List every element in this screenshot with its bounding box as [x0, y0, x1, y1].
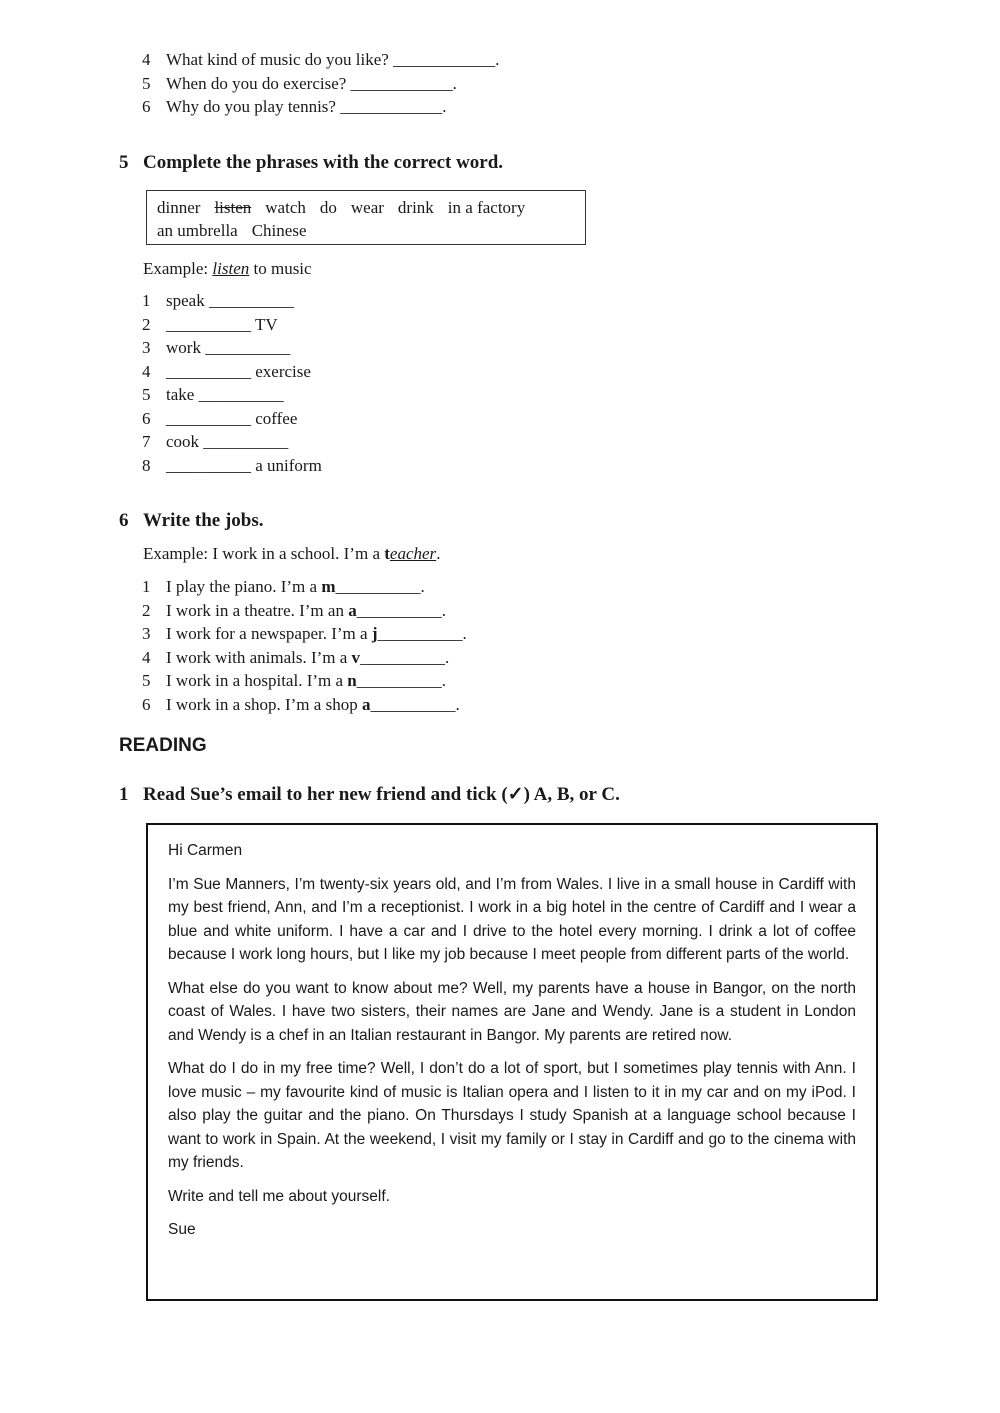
first-letter: j — [371, 624, 378, 643]
item-number: 5 — [142, 671, 151, 690]
item-text: I work for a newspaper. I’m a — [166, 624, 372, 643]
first-letter: v — [351, 647, 361, 667]
answer-blank: __________. — [360, 647, 450, 667]
item-text: I work in a hospital. I’m a — [166, 671, 348, 690]
email-paragraph: Write and tell me about yourself. — [168, 1187, 390, 1205]
example-suffix: to music — [253, 259, 312, 278]
first-letter: a — [361, 694, 371, 714]
list-item — [142, 360, 322, 384]
word: Chinese — [251, 221, 307, 240]
item-number: 5 — [142, 73, 151, 93]
list-item — [142, 575, 467, 599]
word: an umbrella — [157, 221, 238, 240]
section-number: 5 — [119, 152, 129, 173]
item-text: take __________ — [166, 385, 284, 404]
example-answer: listen — [212, 259, 250, 278]
example-end: . — [436, 544, 441, 563]
first-letter: a — [348, 600, 357, 620]
word: dinner — [157, 198, 201, 217]
item-number: 4 — [142, 361, 151, 381]
section6-example — [143, 544, 440, 564]
item-number: 1 — [142, 291, 151, 310]
item-text: cook __________ — [166, 432, 289, 451]
item-text: __________ a uniform — [166, 455, 322, 475]
item-number: 6 — [142, 97, 151, 116]
email-paragraph: What else do you want to know about me? Well, my parents have a house in Bangor, on the north coast of Wales. I have two sisters, their names are Jane and Wendy. Jane is a student in London and Wendy is a chef in an Italian restaurant in Bangor. My parents are retired now. — [168, 979, 856, 1044]
item-number: 1 — [142, 577, 151, 596]
section-instruction: Complete the phrases with the correct word. — [143, 152, 504, 173]
item-text: I work with animals. I’m a — [166, 647, 352, 667]
section-number: 6 — [119, 510, 129, 531]
section5-heading — [119, 152, 503, 174]
item-number: 6 — [142, 408, 151, 428]
list-item — [142, 622, 467, 646]
item-number: 2 — [142, 314, 151, 334]
example-text: Example: I work in a school. I’m a — [143, 544, 385, 563]
question-number: 1 — [119, 784, 129, 805]
word-box — [146, 190, 586, 245]
list-item — [142, 383, 322, 407]
list-item — [142, 454, 322, 478]
item-text: I play the piano. I’m a — [166, 577, 322, 596]
example-label: Example: — [143, 259, 209, 278]
section6-list — [142, 575, 467, 716]
email-greeting: Hi Carmen — [168, 842, 243, 859]
item-number: 3 — [142, 624, 151, 643]
list-item — [142, 693, 467, 717]
word: drink — [397, 198, 434, 217]
section5-example — [143, 259, 312, 279]
section-instruction: Write the jobs. — [143, 510, 264, 531]
item-text: __________ exercise — [166, 361, 311, 381]
item-number: 5 — [142, 385, 151, 404]
item-number: 7 — [142, 432, 151, 451]
email-paragraph: I’m Sue Manners, I’m twenty-six years old, and I’m from Wales. I live in a small house in Cardiff with my best friend, Ann, and I’m a receptionist. I work in a big hotel in the centre of Cardiff and I wear a blue and white uniform. I have a car and I drive to the hotel every morning. I drink a lot of coffee because I work long hours, but I like my job because I meet people from different parts of the world. — [168, 875, 856, 963]
email-signoff: Sue — [168, 1221, 196, 1238]
item-text: When do you do exercise? ____________. — [166, 73, 457, 93]
list-item — [142, 48, 499, 72]
list-item — [142, 646, 467, 670]
question-instruction: Read Sue’s email to her new friend and tick (✓) A, B, or C. — [143, 784, 620, 805]
struck-word: listen — [214, 198, 252, 217]
section5-list — [142, 289, 322, 477]
list-item — [142, 289, 322, 313]
item-text: speak __________ — [166, 291, 294, 310]
example-letter: t — [384, 544, 390, 563]
answer-blank: __________. — [356, 671, 447, 690]
word: wear — [350, 198, 384, 217]
email-paragraph: What do I do in my free time? Well, I don’t do a lot of sport, but I sometimes play tennis with Ann. I love music – my favourite kind of music is Italian opera and I listen to it in my car and on my iPod. I also play the guitar and the piano. On Thursdays I study Spanish at a language school because I want to work in Spain. At the weekend, I visit my family or I stay in Cardiff and go to the cinema with my friends. — [168, 1060, 856, 1171]
answer-blank: __________. — [377, 624, 467, 643]
item-text: __________ coffee — [166, 408, 298, 428]
first-letter: n — [347, 671, 357, 690]
list-item — [142, 313, 322, 337]
list-item — [142, 72, 499, 96]
answer-blank: __________. — [370, 694, 460, 714]
item-text: __________ TV — [166, 314, 278, 334]
list-item — [142, 669, 467, 693]
item-number: 3 — [142, 338, 151, 357]
email-box — [146, 823, 878, 1301]
answer-blank: __________. — [335, 577, 425, 596]
section4-list — [142, 48, 499, 119]
item-text: What kind of music do you like? ____________. — [166, 50, 500, 69]
item-text: work __________ — [166, 338, 291, 357]
list-item — [142, 599, 467, 623]
first-letter: m — [321, 577, 336, 596]
reading-title: READING — [119, 735, 207, 756]
answer-blank: __________. — [356, 600, 446, 620]
item-number: 4 — [142, 647, 151, 667]
item-text: I work in a shop. I’m a shop — [166, 694, 362, 714]
item-number: 2 — [142, 600, 151, 620]
item-number: 4 — [142, 50, 151, 69]
list-item — [142, 95, 499, 119]
word: do — [319, 198, 337, 217]
word: watch — [265, 198, 306, 217]
list-item — [142, 407, 322, 431]
reading-q1-heading — [119, 783, 620, 806]
example-answer: eacher — [389, 544, 437, 563]
item-text: Why do you play tennis? ____________. — [166, 97, 447, 116]
list-item — [142, 430, 322, 454]
section6-heading — [119, 510, 264, 532]
item-number: 8 — [142, 455, 151, 475]
item-number: 6 — [142, 694, 151, 714]
item-text: I work in a theatre. I’m an — [166, 600, 349, 620]
list-item — [142, 336, 322, 360]
word: in a factory — [447, 198, 526, 217]
